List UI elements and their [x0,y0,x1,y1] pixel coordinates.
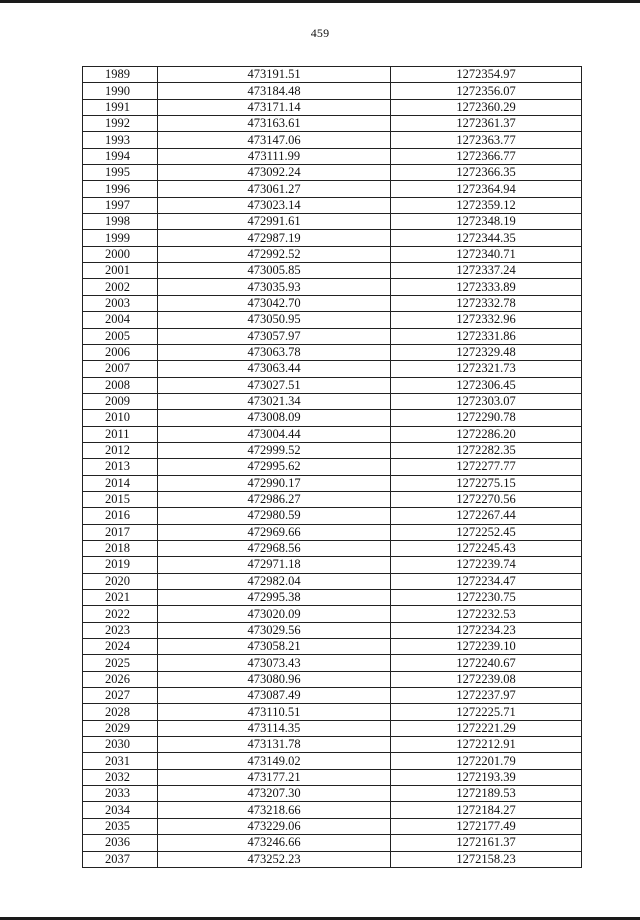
page-number: 459 [310,26,330,40]
table-row [83,622,582,638]
table-row [83,442,582,458]
point-number-cell: 2021 [83,590,158,606]
table-row [83,491,582,507]
y-coordinate-cell: 1272158.23 [391,851,582,867]
table-row [83,214,582,230]
y-coordinate-cell: 1272359.12 [391,197,582,213]
table-row [83,67,582,83]
x-coordinate-cell: 473063.44 [158,361,391,377]
table-row [83,573,582,589]
table-row [83,671,582,687]
x-coordinate-cell: 473063.78 [158,344,391,360]
point-number-cell: 1990 [83,83,158,99]
table-row [83,181,582,197]
y-coordinate-cell: 1272221.29 [391,720,582,736]
point-number-cell: 2028 [83,704,158,720]
y-coordinate-cell: 1272230.75 [391,590,582,606]
x-coordinate-cell: 473073.43 [158,655,391,671]
y-coordinate-cell: 1272212.91 [391,737,582,753]
point-number-cell: 2033 [83,786,158,802]
point-number-cell: 1998 [83,214,158,230]
point-number-cell: 2030 [83,737,158,753]
coordinates-table [82,66,582,868]
point-number-cell: 1999 [83,230,158,246]
table-row [83,802,582,818]
table-row [83,361,582,377]
x-coordinate-cell: 473035.93 [158,279,391,295]
table-row [83,475,582,491]
table-row [83,344,582,360]
y-coordinate-cell: 1272337.24 [391,263,582,279]
y-coordinate-cell: 1272340.71 [391,246,582,262]
y-coordinate-cell: 1272234.23 [391,622,582,638]
point-number-cell: 2006 [83,344,158,360]
point-number-cell: 2029 [83,720,158,736]
table-row [83,393,582,409]
point-number-cell: 2007 [83,361,158,377]
table-row [83,704,582,720]
x-coordinate-cell: 472987.19 [158,230,391,246]
y-coordinate-cell: 1272290.78 [391,410,582,426]
scan-border-top [0,0,640,3]
y-coordinate-cell: 1272361.37 [391,116,582,132]
y-coordinate-cell: 1272356.07 [391,83,582,99]
point-number-cell: 2024 [83,639,158,655]
table-row [83,737,582,753]
table-row [83,246,582,262]
point-number-cell: 1996 [83,181,158,197]
y-coordinate-cell: 1272161.37 [391,835,582,851]
x-coordinate-cell: 472991.61 [158,214,391,230]
x-coordinate-cell: 473029.56 [158,622,391,638]
y-coordinate-cell: 1272333.89 [391,279,582,295]
y-coordinate-cell: 1272237.97 [391,688,582,704]
x-coordinate-cell: 473023.14 [158,197,391,213]
point-number-cell: 1989 [83,67,158,83]
point-number-cell: 1995 [83,165,158,181]
x-coordinate-cell: 472969.66 [158,524,391,540]
point-number-cell: 2002 [83,279,158,295]
point-number-cell: 2011 [83,426,158,442]
table-row [83,132,582,148]
table-row [83,230,582,246]
point-number-cell: 2032 [83,769,158,785]
x-coordinate-cell: 473252.23 [158,851,391,867]
table-row [83,835,582,851]
y-coordinate-cell: 1272277.77 [391,459,582,475]
table-row [83,410,582,426]
point-number-cell: 2013 [83,459,158,475]
y-coordinate-cell: 1272239.08 [391,671,582,687]
x-coordinate-cell: 473131.78 [158,737,391,753]
x-coordinate-cell: 473207.30 [158,786,391,802]
x-coordinate-cell: 473114.35 [158,720,391,736]
y-coordinate-cell: 1272332.78 [391,295,582,311]
x-coordinate-cell: 473020.09 [158,606,391,622]
y-coordinate-cell: 1272306.45 [391,377,582,393]
y-coordinate-cell: 1272189.53 [391,786,582,802]
point-number-cell: 2019 [83,557,158,573]
coordinates-table-body [83,67,582,868]
x-coordinate-cell: 472968.56 [158,540,391,556]
y-coordinate-cell: 1272363.77 [391,132,582,148]
y-coordinate-cell: 1272348.19 [391,214,582,230]
point-number-cell: 2004 [83,312,158,328]
x-coordinate-cell: 473005.85 [158,263,391,279]
y-coordinate-cell: 1272331.86 [391,328,582,344]
y-coordinate-cell: 1272270.56 [391,491,582,507]
point-number-cell: 1993 [83,132,158,148]
table-row [83,83,582,99]
point-number-cell: 2008 [83,377,158,393]
y-coordinate-cell: 1272177.49 [391,818,582,834]
x-coordinate-cell: 473061.27 [158,181,391,197]
y-coordinate-cell: 1272239.74 [391,557,582,573]
table-row [83,426,582,442]
y-coordinate-cell: 1272366.77 [391,148,582,164]
y-coordinate-cell: 1272252.45 [391,524,582,540]
x-coordinate-cell: 473184.48 [158,83,391,99]
x-coordinate-cell: 472995.62 [158,459,391,475]
point-number-cell: 2005 [83,328,158,344]
y-coordinate-cell: 1272332.96 [391,312,582,328]
table-row [83,720,582,736]
x-coordinate-cell: 473163.61 [158,116,391,132]
x-coordinate-cell: 473092.24 [158,165,391,181]
y-coordinate-cell: 1272275.15 [391,475,582,491]
x-coordinate-cell: 472999.52 [158,442,391,458]
point-number-cell: 2022 [83,606,158,622]
x-coordinate-cell: 473229.06 [158,818,391,834]
y-coordinate-cell: 1272303.07 [391,393,582,409]
y-coordinate-cell: 1272364.94 [391,181,582,197]
table-row [83,769,582,785]
point-number-cell: 2027 [83,688,158,704]
y-coordinate-cell: 1272366.35 [391,165,582,181]
table-row [83,590,582,606]
table-row [83,818,582,834]
point-number-cell: 2037 [83,851,158,867]
point-number-cell: 2031 [83,753,158,769]
x-coordinate-cell: 473110.51 [158,704,391,720]
x-coordinate-cell: 472980.59 [158,508,391,524]
table-row [83,540,582,556]
point-number-cell: 2015 [83,491,158,507]
y-coordinate-cell: 1272201.79 [391,753,582,769]
x-coordinate-cell: 473080.96 [158,671,391,687]
x-coordinate-cell: 473149.02 [158,753,391,769]
x-coordinate-cell: 473027.51 [158,377,391,393]
table-row [83,377,582,393]
table-row [83,655,582,671]
x-coordinate-cell: 473057.97 [158,328,391,344]
x-coordinate-cell: 473021.34 [158,393,391,409]
y-coordinate-cell: 1272282.35 [391,442,582,458]
table-row [83,99,582,115]
y-coordinate-cell: 1272360.29 [391,99,582,115]
point-number-cell: 2012 [83,442,158,458]
table-row [83,312,582,328]
x-coordinate-cell: 473191.51 [158,67,391,83]
y-coordinate-cell: 1272329.48 [391,344,582,360]
point-number-cell: 1997 [83,197,158,213]
point-number-cell: 2034 [83,802,158,818]
table-row [83,197,582,213]
table-row [83,328,582,344]
x-coordinate-cell: 473087.49 [158,688,391,704]
y-coordinate-cell: 1272240.67 [391,655,582,671]
y-coordinate-cell: 1272267.44 [391,508,582,524]
table-row [83,851,582,867]
table-row [83,279,582,295]
point-number-cell: 2023 [83,622,158,638]
point-number-cell: 2016 [83,508,158,524]
point-number-cell: 2009 [83,393,158,409]
point-number-cell: 1991 [83,99,158,115]
x-coordinate-cell: 472990.17 [158,475,391,491]
y-coordinate-cell: 1272232.53 [391,606,582,622]
point-number-cell: 2026 [83,671,158,687]
table-row [83,263,582,279]
x-coordinate-cell: 473042.70 [158,295,391,311]
y-coordinate-cell: 1272321.73 [391,361,582,377]
point-number-cell: 2035 [83,818,158,834]
x-coordinate-cell: 472995.38 [158,590,391,606]
y-coordinate-cell: 1272344.35 [391,230,582,246]
table-row [83,753,582,769]
y-coordinate-cell: 1272354.97 [391,67,582,83]
y-coordinate-cell: 1272286.20 [391,426,582,442]
table-row [83,606,582,622]
x-coordinate-cell: 473058.21 [158,639,391,655]
x-coordinate-cell: 473008.09 [158,410,391,426]
x-coordinate-cell: 472982.04 [158,573,391,589]
point-number-cell: 2014 [83,475,158,491]
table-row [83,639,582,655]
table-row [83,165,582,181]
point-number-cell: 2017 [83,524,158,540]
x-coordinate-cell: 473050.95 [158,312,391,328]
point-number-cell: 2018 [83,540,158,556]
x-coordinate-cell: 472971.18 [158,557,391,573]
y-coordinate-cell: 1272225.71 [391,704,582,720]
x-coordinate-cell: 473147.06 [158,132,391,148]
table-row [83,295,582,311]
y-coordinate-cell: 1272245.43 [391,540,582,556]
point-number-cell: 2010 [83,410,158,426]
x-coordinate-cell: 473177.21 [158,769,391,785]
y-coordinate-cell: 1272239.10 [391,639,582,655]
point-number-cell: 2025 [83,655,158,671]
table-row [83,688,582,704]
table-row [83,508,582,524]
x-coordinate-cell: 473246.66 [158,835,391,851]
point-number-cell: 2020 [83,573,158,589]
x-coordinate-cell: 472992.52 [158,246,391,262]
point-number-cell: 2001 [83,263,158,279]
y-coordinate-cell: 1272234.47 [391,573,582,589]
point-number-cell: 1992 [83,116,158,132]
point-number-cell: 1994 [83,148,158,164]
table-row [83,116,582,132]
y-coordinate-cell: 1272193.39 [391,769,582,785]
x-coordinate-cell: 473171.14 [158,99,391,115]
point-number-cell: 2036 [83,835,158,851]
table-row [83,524,582,540]
point-number-cell: 2003 [83,295,158,311]
x-coordinate-cell: 473218.66 [158,802,391,818]
table-row [83,459,582,475]
x-coordinate-cell: 473004.44 [158,426,391,442]
point-number-cell: 2000 [83,246,158,262]
y-coordinate-cell: 1272184.27 [391,802,582,818]
x-coordinate-cell: 473111.99 [158,148,391,164]
table-row [83,148,582,164]
table-row [83,786,582,802]
x-coordinate-cell: 472986.27 [158,491,391,507]
table-row [83,557,582,573]
